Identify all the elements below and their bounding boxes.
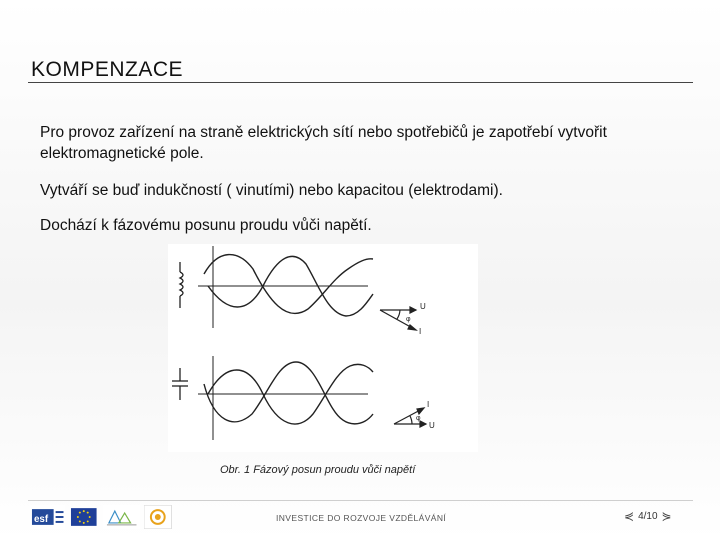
capacitor-icon (172, 368, 188, 400)
lower-label-phi: φ (416, 415, 421, 422)
lower-phasor (394, 408, 426, 427)
paragraph-1: Pro provoz zařízení na straně elektrických sítí nebo spotřebičů je zapotřebí vytvořit elektromagnetické pole. (40, 124, 607, 162)
funding-logos (30, 505, 172, 529)
title-divider (28, 82, 693, 83)
lower-label-u: U (429, 421, 435, 430)
eu-flag-logo (69, 505, 99, 529)
upper-label-i: I (419, 327, 422, 336)
esf-logo (30, 505, 65, 529)
footer-divider (28, 500, 693, 501)
op-logo (144, 505, 172, 529)
slide-title: KOMPENZACE (31, 58, 184, 81)
paragraph-2: Vytváří se buď indukčností ( vinutími) nebo kapacitou (elektrodami). (40, 182, 503, 199)
inductor-icon (180, 262, 183, 308)
upper-label-phi: φ (406, 316, 411, 323)
phase-shift-figure (168, 244, 478, 452)
prev-arrow-icon[interactable]: ⋞ (624, 509, 635, 523)
svg-text:esf: esf (33, 513, 49, 525)
upper-label-u: U (420, 302, 426, 311)
upper-phasor (380, 307, 416, 330)
lower-label-i: I (427, 400, 430, 409)
footer-text: INVESTICE DO ROZVOJE VZDĚLÁVÁNÍ (276, 513, 447, 523)
msmt-logo (103, 505, 140, 529)
paragraph-3: Dochází k fázovému posunu proudu vůči napětí. (40, 217, 372, 234)
page-navigator (624, 509, 672, 523)
page-number: 4/10 (638, 510, 658, 522)
next-arrow-icon[interactable]: ⋟ (661, 509, 672, 523)
figure-caption: Obr. 1 Fázový posun proudu vůči napětí (220, 464, 416, 476)
